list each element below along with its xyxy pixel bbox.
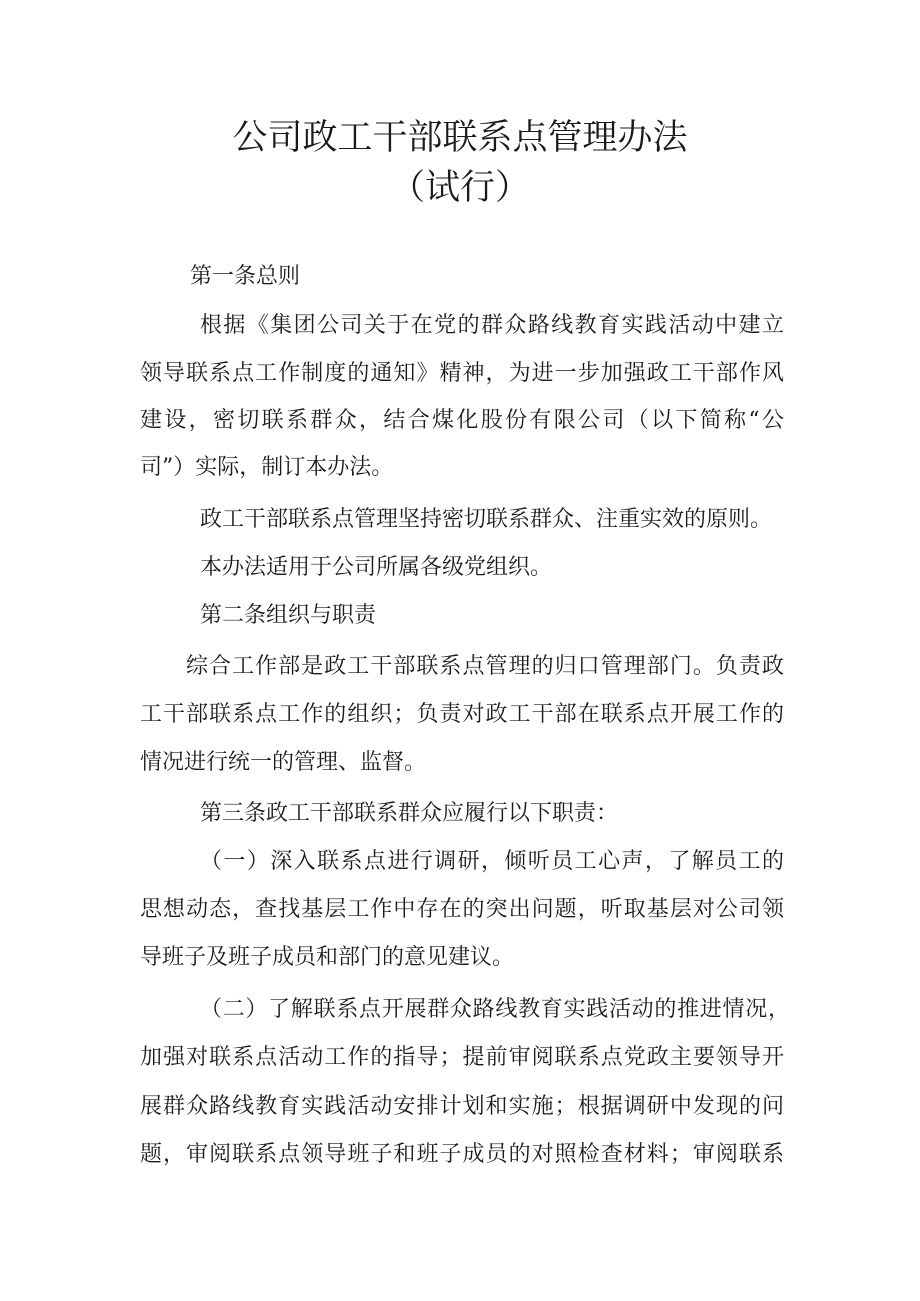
paragraph-line: 情况进行统一的管理、监督。 — [140, 750, 427, 775]
paragraph-line: （二）了解联系点开展群众路线教育实践活动的推进情况， — [200, 997, 790, 1022]
paragraph-line: 综合工作部是政工干部联系点管理的归口管理部门。负责政 — [186, 654, 784, 679]
paragraph-line: 思想动态，查找基层工作中存在的突出问题，听取基层对公司领 — [140, 897, 784, 922]
paragraph-line: 展群众路线教育实践活动安排计划和实施；根据调研中发现的问 — [140, 1094, 784, 1119]
paragraph-line: 加强对联系点活动工作的指导；提前审阅联系点党政主要领导开 — [140, 1045, 784, 1070]
paragraph-line: 导班子及班子成员和部门的意见建议。 — [140, 945, 515, 970]
paragraph-line: 建设，密切联系群众，结合煤化股份有限公司（以下简称“公 — [140, 408, 784, 433]
paragraph-line: 根据《集团公司关于在党的群众路线教育实践活动中建立 — [200, 313, 784, 338]
paragraph-line: （一）深入联系点进行调研，倾听员工心声，了解员工的 — [200, 849, 784, 874]
paragraph-line: 政工干部联系点管理坚持密切联系群众、注重实效的原则。 — [200, 507, 773, 532]
paragraph-line: 本办法适用于公司所属各级党组织。 — [200, 555, 553, 580]
paragraph-line: 工干部联系点工作的组织；负责对政工干部在联系点开展工作的 — [140, 702, 784, 727]
paragraph-line: 司”）实际，制订本办法。 — [140, 455, 394, 480]
document-title: 公司政工干部联系点管理办法 — [232, 118, 688, 158]
article-1-heading: 第一条总则 — [190, 264, 301, 289]
document-subtitle: （试行） — [389, 168, 530, 208]
article-3-heading: 第三条政工干部联系群众应履行以下职责： — [200, 801, 619, 826]
article-2-heading: 第二条组织与职责 — [200, 603, 377, 628]
paragraph-line: 领导联系点工作制度的通知》精神，为进一步加强政工干部作风 — [140, 361, 784, 386]
paragraph-line: 题，审阅联系点领导班子和班子成员的对照检查材料；审阅联系 — [140, 1142, 784, 1167]
